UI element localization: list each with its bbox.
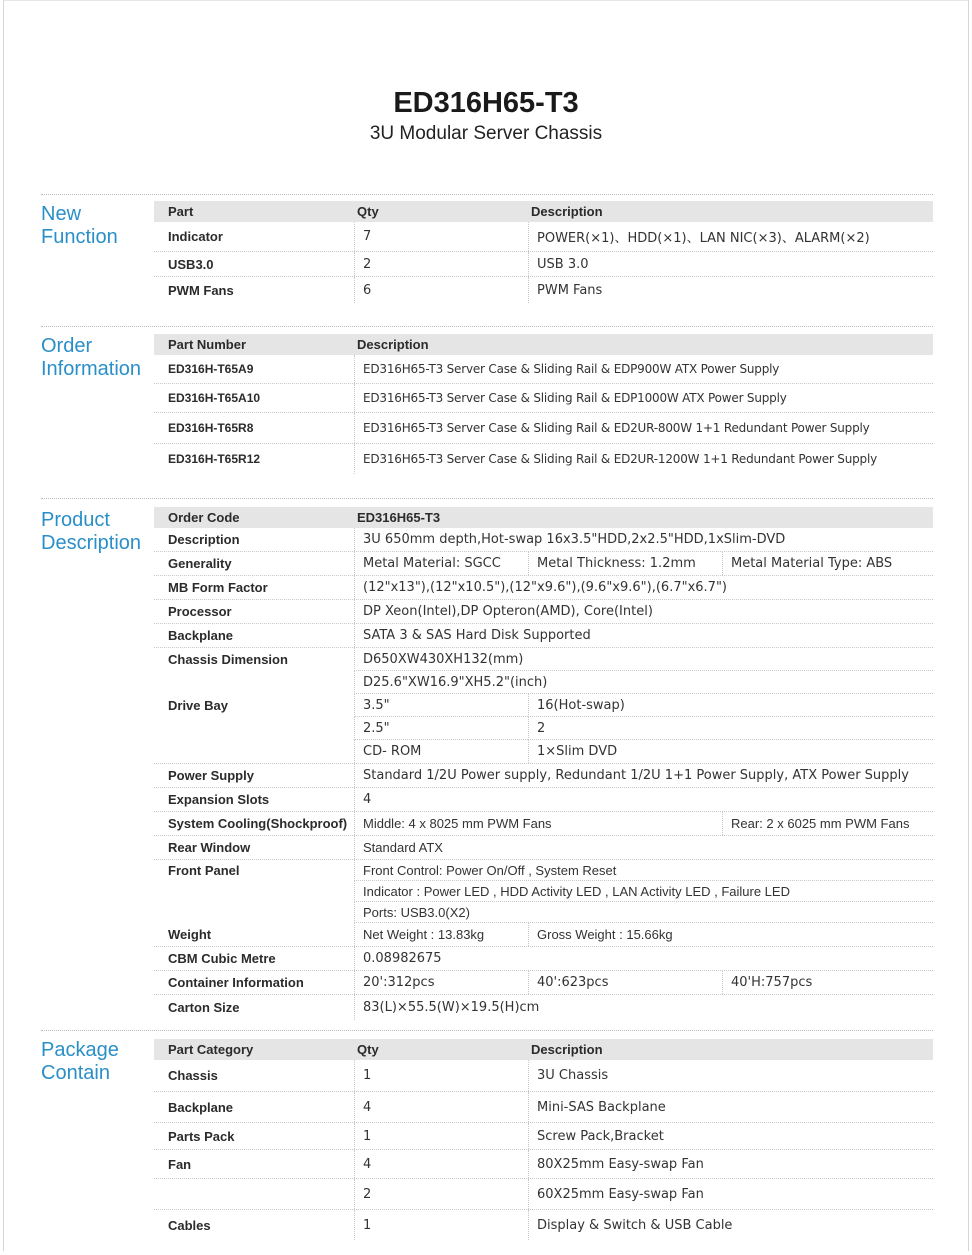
spec-value: 1×Slim DVD	[528, 740, 933, 763]
section-product-description	[41, 498, 933, 1015]
product-subtitle: 3U Modular Server Chassis	[369, 123, 603, 144]
row-qty: 2	[354, 252, 528, 276]
order-code-value: ED316H65-T3	[357, 510, 441, 525]
product-title: ED316H65-T3	[393, 87, 579, 119]
spec-value: Metal Material: SGCC	[354, 552, 528, 575]
spec-value: 2.5"	[354, 717, 528, 740]
spec-row-container	[154, 971, 933, 995]
spec-value: 0.08982675	[354, 947, 933, 970]
spec-label: Expansion Slots	[168, 792, 270, 807]
table-row	[154, 444, 933, 474]
spec-value: 2	[528, 717, 933, 740]
row-label: Indicator	[168, 229, 223, 244]
row-part-number: ED316H-T65R8	[168, 421, 254, 435]
spec-row-system-cooling	[154, 812, 933, 836]
table-row	[154, 277, 933, 303]
table-row	[154, 355, 933, 384]
spec-value: (12"x13"),(12"x10.5"),(12"x9.6"),(9.6"x9.6"),(6.7"x6.7")	[354, 576, 933, 599]
row-qty: 4	[354, 1092, 528, 1122]
spec-row-processor	[154, 600, 933, 624]
spec-label: MB Form Factor	[168, 580, 268, 595]
spec-value: Rear: 2 x 6025 mm PWM Fans	[722, 812, 933, 835]
spec-row-backplane	[154, 624, 933, 648]
row-qty: 2	[354, 1179, 528, 1209]
table-row	[154, 252, 933, 277]
spec-value: Indicator : Power LED , HDD Activity LED , LAN Activity LED , Failure LED	[354, 881, 933, 902]
spec-sheet	[3, 0, 969, 1251]
section-label-line: Information	[41, 358, 142, 380]
row-part-number: ED316H-T65A9	[168, 362, 254, 376]
row-description: Mini-SAS Backplane	[528, 1092, 933, 1122]
section-label-line: Package	[41, 1039, 119, 1061]
row-description: ED316H65-T3 Server Case & Sliding Rail & ED2UR-1200W 1+1 Redundant Power Supply	[354, 444, 933, 474]
spec-value: 3.5"	[354, 694, 528, 717]
row-description: 3U Chassis	[528, 1060, 933, 1091]
spec-value: 83(L)×55.5(W)×19.5(H)cm	[354, 995, 933, 1020]
header-description: Description	[531, 1042, 603, 1057]
row-label: Chassis	[168, 1068, 218, 1083]
row-part-number: ED316H-T65R12	[168, 452, 261, 466]
spec-value: D25.6"XW16.9"XH5.2"(inch)	[354, 671, 933, 694]
spec-value: 4	[354, 788, 933, 811]
spec-value: Ports: USB3.0(X2)	[354, 902, 933, 923]
row-description: POWER(×1)、HDD(×1)、LAN NIC(×3)、ALARM(×2)	[528, 222, 933, 251]
spec-label: Backplane	[168, 628, 234, 643]
section-label-line: Description	[41, 532, 142, 554]
package-contain-table	[154, 1039, 933, 1240]
spec-row-front-panel	[154, 860, 933, 923]
row-qty: 7	[354, 222, 528, 251]
table-header	[154, 1039, 933, 1060]
spec-label: Drive Bay	[168, 698, 228, 713]
row-label: Parts Pack	[168, 1128, 235, 1144]
section-label-line: Order	[41, 335, 93, 357]
table-row	[154, 222, 933, 252]
spec-label: Container Information	[168, 975, 304, 990]
spec-value: Standard 1/2U Power supply, Redundant 1/2U 1+1 Power Supply, ATX Power Supply	[354, 764, 933, 787]
order-code-label: Order Code	[168, 510, 240, 525]
row-part-number: ED316H-T65A10	[168, 391, 261, 405]
section-label-line: Product	[41, 509, 110, 531]
row-label: Fan	[168, 1156, 192, 1172]
row-qty: 4	[354, 1150, 528, 1178]
spec-label: Description	[168, 532, 240, 547]
spec-row-cbm	[154, 947, 933, 971]
table-row	[154, 1060, 933, 1092]
table-row	[154, 1092, 933, 1123]
row-qty: 1	[354, 1210, 528, 1240]
header-description: Description	[531, 204, 603, 219]
table-header	[154, 201, 933, 222]
row-label: Cables	[168, 1217, 211, 1233]
spec-value: 20':312pcs	[354, 971, 528, 994]
spec-label: Rear Window	[168, 840, 251, 855]
section-label	[41, 509, 141, 555]
spec-row-drive-bay	[154, 694, 933, 764]
spec-value: 16(Hot-swap)	[528, 694, 933, 717]
spec-row-chassis-dimension	[154, 648, 933, 694]
section-package-contain	[41, 1030, 933, 1241]
row-description: USB 3.0	[528, 252, 933, 276]
spec-value: Middle: 4 x 8025 mm PWM Fans	[354, 812, 722, 835]
row-qty: 1	[354, 1123, 528, 1149]
spec-row-mb-form-factor	[154, 576, 933, 600]
row-qty: 6	[354, 277, 528, 303]
section-label	[41, 335, 141, 381]
section-new-function	[41, 194, 933, 305]
spec-row-weight	[154, 923, 933, 947]
table-row	[154, 1123, 933, 1150]
spec-value: Front Control: Power On/Off , System Reset	[354, 860, 933, 881]
row-description: ED316H65-T3 Server Case & Sliding Rail & ED2UR-800W 1+1 Redundant Power Supply	[354, 413, 933, 443]
order-information-table	[154, 334, 933, 474]
spec-row-carton-size	[154, 995, 933, 1020]
spec-value: CD- ROM	[354, 740, 528, 763]
table-header	[154, 334, 933, 355]
section-order-information	[41, 326, 933, 475]
row-description: ED316H65-T3 Server Case & Sliding Rail & EDP1000W ATX Power Supply	[354, 384, 933, 412]
spec-row-power-supply	[154, 764, 933, 788]
section-label	[41, 203, 118, 249]
spec-value: DP Xeon(Intel),DP Opteron(AMD), Core(Intel)	[354, 600, 933, 623]
spec-row-description	[154, 528, 933, 552]
table-row	[154, 1150, 933, 1179]
table-row	[154, 384, 933, 413]
row-description: ED316H65-T3 Server Case & Sliding Rail & EDP900W ATX Power Supply	[354, 355, 933, 383]
table-row	[154, 1179, 933, 1210]
spec-label: Processor	[168, 604, 232, 619]
section-label-line: Function	[41, 226, 118, 248]
row-label	[154, 1179, 354, 1209]
product-description-table	[154, 507, 933, 1020]
spec-value: 40'H:757pcs	[722, 971, 933, 994]
spec-value: Gross Weight : 15.66kg	[528, 923, 933, 946]
header-description: Description	[357, 337, 429, 352]
table-row	[154, 1210, 933, 1240]
spec-label: System Cooling(Shockproof)	[168, 816, 348, 831]
row-description: Screw Pack,Bracket	[528, 1123, 933, 1149]
spec-label: Power Supply	[168, 768, 254, 783]
spec-label: CBM Cubic Metre	[168, 951, 276, 966]
row-label: USB3.0	[168, 256, 214, 272]
header-part-category: Part Category	[168, 1042, 254, 1057]
header-part-number: Part Number	[168, 337, 247, 352]
spec-value: SATA 3 & SAS Hard Disk Supported	[354, 624, 933, 647]
spec-label: Front Panel	[168, 863, 240, 878]
header-qty: Qty	[357, 204, 379, 219]
spec-label: Generality	[168, 556, 232, 571]
row-label: PWM Fans	[168, 282, 234, 298]
spec-row-rear-window	[154, 836, 933, 860]
row-description: Display & Switch & USB Cable	[528, 1210, 933, 1240]
row-qty: 1	[354, 1060, 528, 1091]
spec-row-expansion-slots	[154, 788, 933, 812]
row-description: 60X25mm Easy-swap Fan	[528, 1179, 933, 1209]
spec-value: Standard ATX	[354, 836, 933, 859]
spec-label: Weight	[168, 927, 212, 942]
spec-value: 40':623pcs	[528, 971, 722, 994]
new-function-table	[154, 201, 933, 303]
row-label: Backplane	[168, 1099, 234, 1115]
spec-value: D650XW430XH132(mm)	[354, 648, 933, 671]
spec-label: Chassis Dimension	[168, 652, 288, 667]
spec-value: Metal Thickness: 1.2mm	[528, 552, 722, 575]
order-code-header	[154, 507, 933, 528]
spec-label: Carton Size	[168, 1000, 240, 1015]
section-label-line: New	[41, 203, 82, 225]
spec-value: Net Weight : 13.83kg	[354, 923, 528, 946]
row-description: 80X25mm Easy-swap Fan	[528, 1150, 933, 1178]
section-label-line: Contain	[41, 1062, 110, 1084]
spec-value: 3U 650mm depth,Hot-swap 16x3.5"HDD,2x2.5"HDD,1xSlim-DVD	[354, 528, 933, 551]
table-row	[154, 413, 933, 444]
header-part: Part	[168, 204, 194, 219]
row-description: PWM Fans	[528, 277, 933, 303]
header-qty: Qty	[357, 1042, 379, 1057]
spec-row-generality	[154, 552, 933, 576]
spec-value: Metal Material Type: ABS	[722, 552, 933, 575]
section-label	[41, 1039, 119, 1085]
